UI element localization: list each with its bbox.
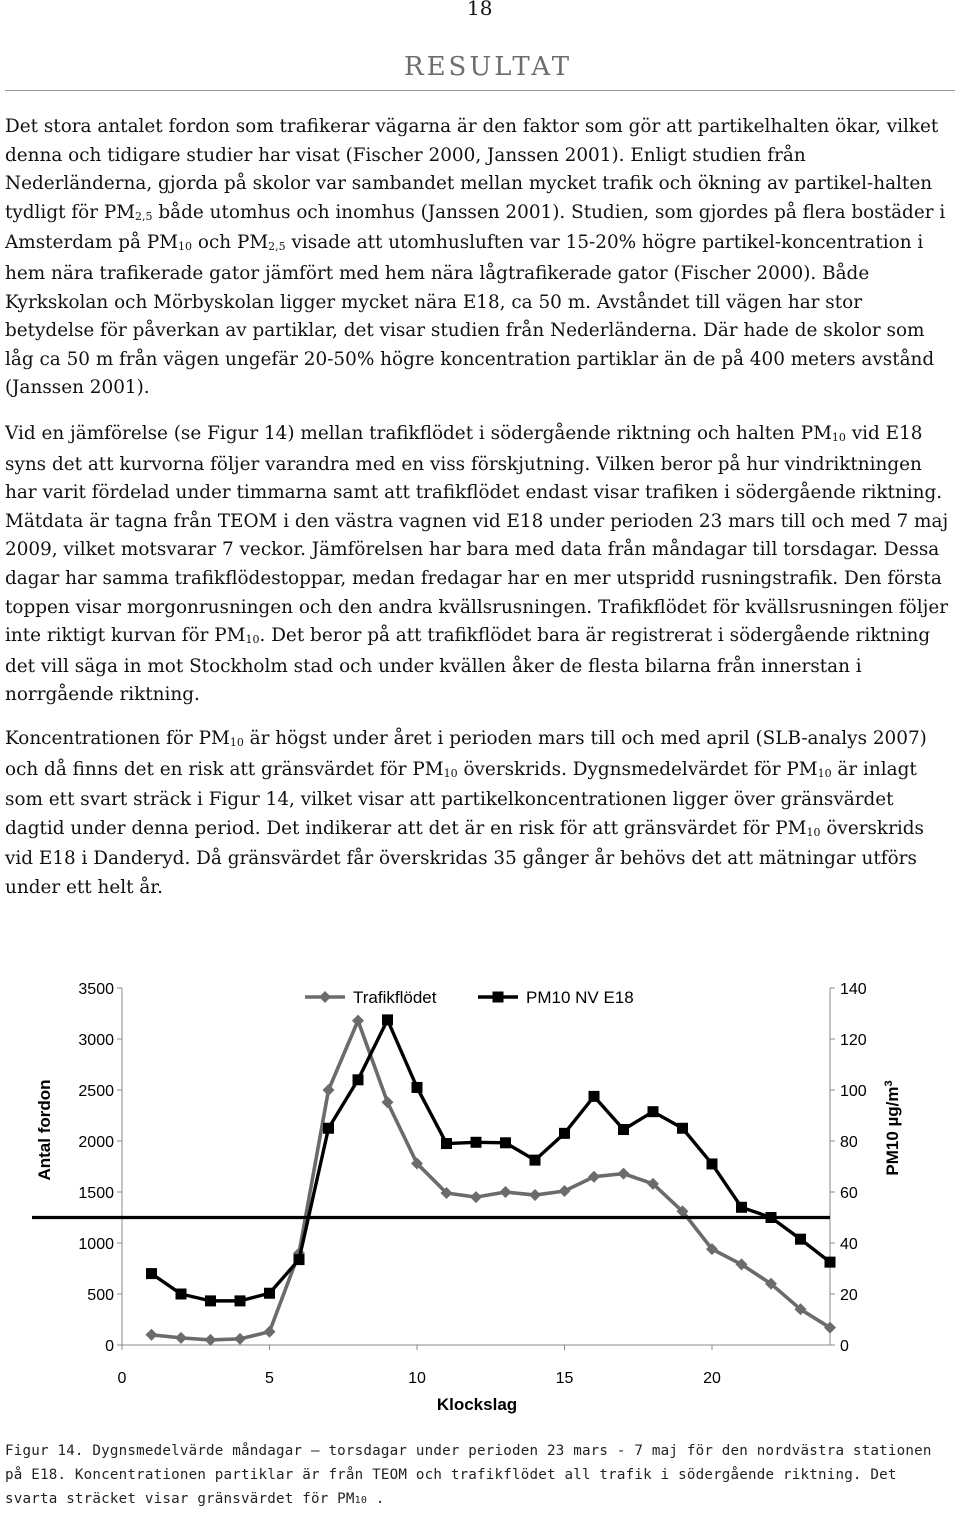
y2-tick-label: 20 [840,1287,858,1304]
section-heading: RESULTAT [404,52,573,82]
data-point-trafikflodet [618,1168,630,1180]
data-point-pm10 [294,1254,305,1265]
figure-caption: Figur 14. Dygnsmedelvärde måndagar – torsdagar under perioden 23 mars - 7 maj för den nordvästra stationen på E18. Koncentrationen partiklar är från TEOM och trafikflödet all trafik i södergående riktning. Det svarta sträcket visar gränsvärdet för PM10 . [5,1443,932,1507]
data-point-trafikflodet [559,1185,571,1197]
y-tick-label: 1000 [78,1236,114,1253]
data-point-pm10 [559,1128,570,1139]
x-axis-label: Klockslag [436,1395,518,1414]
x-tick-label: 20 [703,1370,721,1387]
y-tick-label: 3000 [78,1032,114,1049]
data-point-pm10 [825,1257,836,1268]
legend-marker-pm10 [493,992,504,1003]
y2-tick-label: 140 [840,981,867,998]
y2-tick-label: 0 [840,1338,849,1355]
data-point-trafikflodet [175,1332,187,1344]
data-point-trafikflodet [323,1084,335,1096]
legend-label-pm10: PM10 NV E18 [526,988,634,1007]
series-line-0 [152,1021,831,1340]
data-point-pm10 [795,1234,806,1245]
y2-tick-label: 40 [840,1236,858,1253]
data-point-trafikflodet [588,1171,600,1183]
data-point-pm10 [176,1289,187,1300]
data-point-trafikflodet [529,1189,541,1201]
x-tick-label: 10 [408,1370,426,1387]
data-point-pm10 [530,1155,541,1166]
data-point-pm10 [382,1014,393,1025]
data-point-pm10 [618,1124,629,1135]
y-tick-label: 2000 [78,1134,114,1151]
legend-marker-trafikflodet [319,991,331,1003]
x-tick-label: 5 [265,1370,274,1387]
data-point-pm10 [264,1288,275,1299]
y2-tick-label: 100 [840,1083,867,1100]
paragraph-1: Det stora antalet fordon som trafikerar vägarna är den faktor som gör att partikelhalten ökar, vilket denna och tidigare studier har visat (Fischer 2000, Janssen 2001). Enligt studien från Nederländerna, gjorda på skolor var sambandet mellan mycket trafik och ökning av partikel-halten tydligt för $PM_{2,5}$ både utomhus och inomhus (Janssen 2001). Studien, som gjordes på flera bostäder i Amsterdam på $PM_{10}$ och $PM_{2,5}$ visade att utomhusluften var 15-20% högre partikel-koncentration i hem nära trafikerade gator jämfört med hem nära lågtrafikerade gator (Fischer 2000). Både Kyrkskolan och Mörbyskolan ligger mycket nära E18, ca 50 m. Avståndet till vägen har stor betydelse för påverkan av partiklar, det visar studien från Nederländerna. Där hade de skolor som låg ca 50 m från vägen ungefär 20-50% högre koncentration partiklar än de på 400 meters avstånd (Janssen 2001). [5,116,946,399]
data-point-trafikflodet [352,1015,364,1027]
chart-axes [78,981,866,1387]
data-point-pm10 [589,1091,600,1102]
figure-14-chart [0,960,960,1430]
data-point-pm10 [648,1106,659,1117]
paragraph-3: Koncentrationen för $PM_{10}$ är högst under året i perioden mars till och med april (SLB-analys 2007) och då finns det en risk att gränsvärdet för $PM_{10}$ överskrids. Dygnsmedelvärdet för $PM_{10}$ är inlagt som ett svart sträck i Figur 14, vilket visar att partikelkoncentrationen ligger över gränsvärdet dagtid under denna period. Det indikerar att det är en risk för att gränsvärdet för $PM_{10}$ överskrids vid E18 i Danderyd. Då gränsvärdet får överskridas 35 gånger år behövs det att mätningar utförs under ett helt år. [5,728,927,898]
data-point-pm10 [323,1123,334,1134]
data-point-trafikflodet [146,1329,158,1341]
data-point-pm10 [471,1137,482,1148]
y-tick-label: 2500 [78,1083,114,1100]
legend-label-trafikflodet: Trafikflödet [353,988,437,1007]
data-point-pm10 [677,1123,688,1134]
data-point-pm10 [353,1074,364,1085]
y2-axis-label: PM10 $\mu g/m^3$ [883,1080,902,1176]
y-tick-label: 0 [105,1338,114,1355]
paragraph-2: Vid en jämförelse (se Figur 14) mellan trafikflödet i södergående riktning och halten $PM_{10}$ vid E18 syns det att kurvorna följer varandra med en viss förskjutning. Vilken beror på hur vindriktningen har varit fördelad under timmarna samt att trafikflödet endast visar trafiken i södergående riktning. Mätdata är tagna från TEOM i den västra vagnen vid E18 under perioden 23 mars till och med 7 maj 2009, vilket motsvarar 7 veckor. Jämförelsen har bara med data från måndagar till torsdagar. Dessa dagar har samma trafikflödestoppar, medan fredagar har en mer utspridd rusningstrafik. Den första toppen visar morgonrusningen och den andra kvällsrusningen. Trafikflödet för kvällsrusningen följer inte riktigt kurvan för $PM_{10}$. Det beror på att trafikflödet bara är registrerat i södergående riktning det vill säga in mot Stockholm stad och under kvällen åker de flesta bilarna från innerstan i norrgående riktning. [5,423,949,706]
data-point-pm10 [500,1137,511,1148]
y-axis-label: Antal fordon [35,1079,54,1181]
x-tick-label: 0 [117,1370,127,1387]
y2-tick-label: 80 [840,1134,858,1151]
heading-rule [5,90,955,91]
data-point-trafikflodet [470,1191,482,1203]
y2-tick-label: 120 [840,1032,867,1049]
chart-legend [305,988,634,1007]
y-tick-label: 3500 [78,981,114,998]
data-point-pm10 [205,1295,216,1306]
page-number: 18 [467,0,493,20]
y-tick-label: 500 [87,1287,114,1304]
y2-tick-label: 60 [840,1185,858,1202]
data-point-trafikflodet [500,1186,512,1198]
data-point-pm10 [235,1295,246,1306]
data-point-pm10 [736,1202,747,1213]
data-point-pm10 [412,1082,423,1093]
data-point-trafikflodet [205,1334,217,1346]
data-point-trafikflodet [264,1326,276,1338]
x-tick-label: 15 [555,1370,574,1387]
data-point-trafikflodet [382,1096,394,1108]
data-point-pm10 [146,1268,157,1279]
data-point-trafikflodet [234,1333,246,1345]
data-point-pm10 [441,1138,452,1149]
y-tick-label: 1500 [78,1185,114,1202]
data-point-pm10 [707,1158,718,1169]
chart-marks [32,1014,836,1346]
